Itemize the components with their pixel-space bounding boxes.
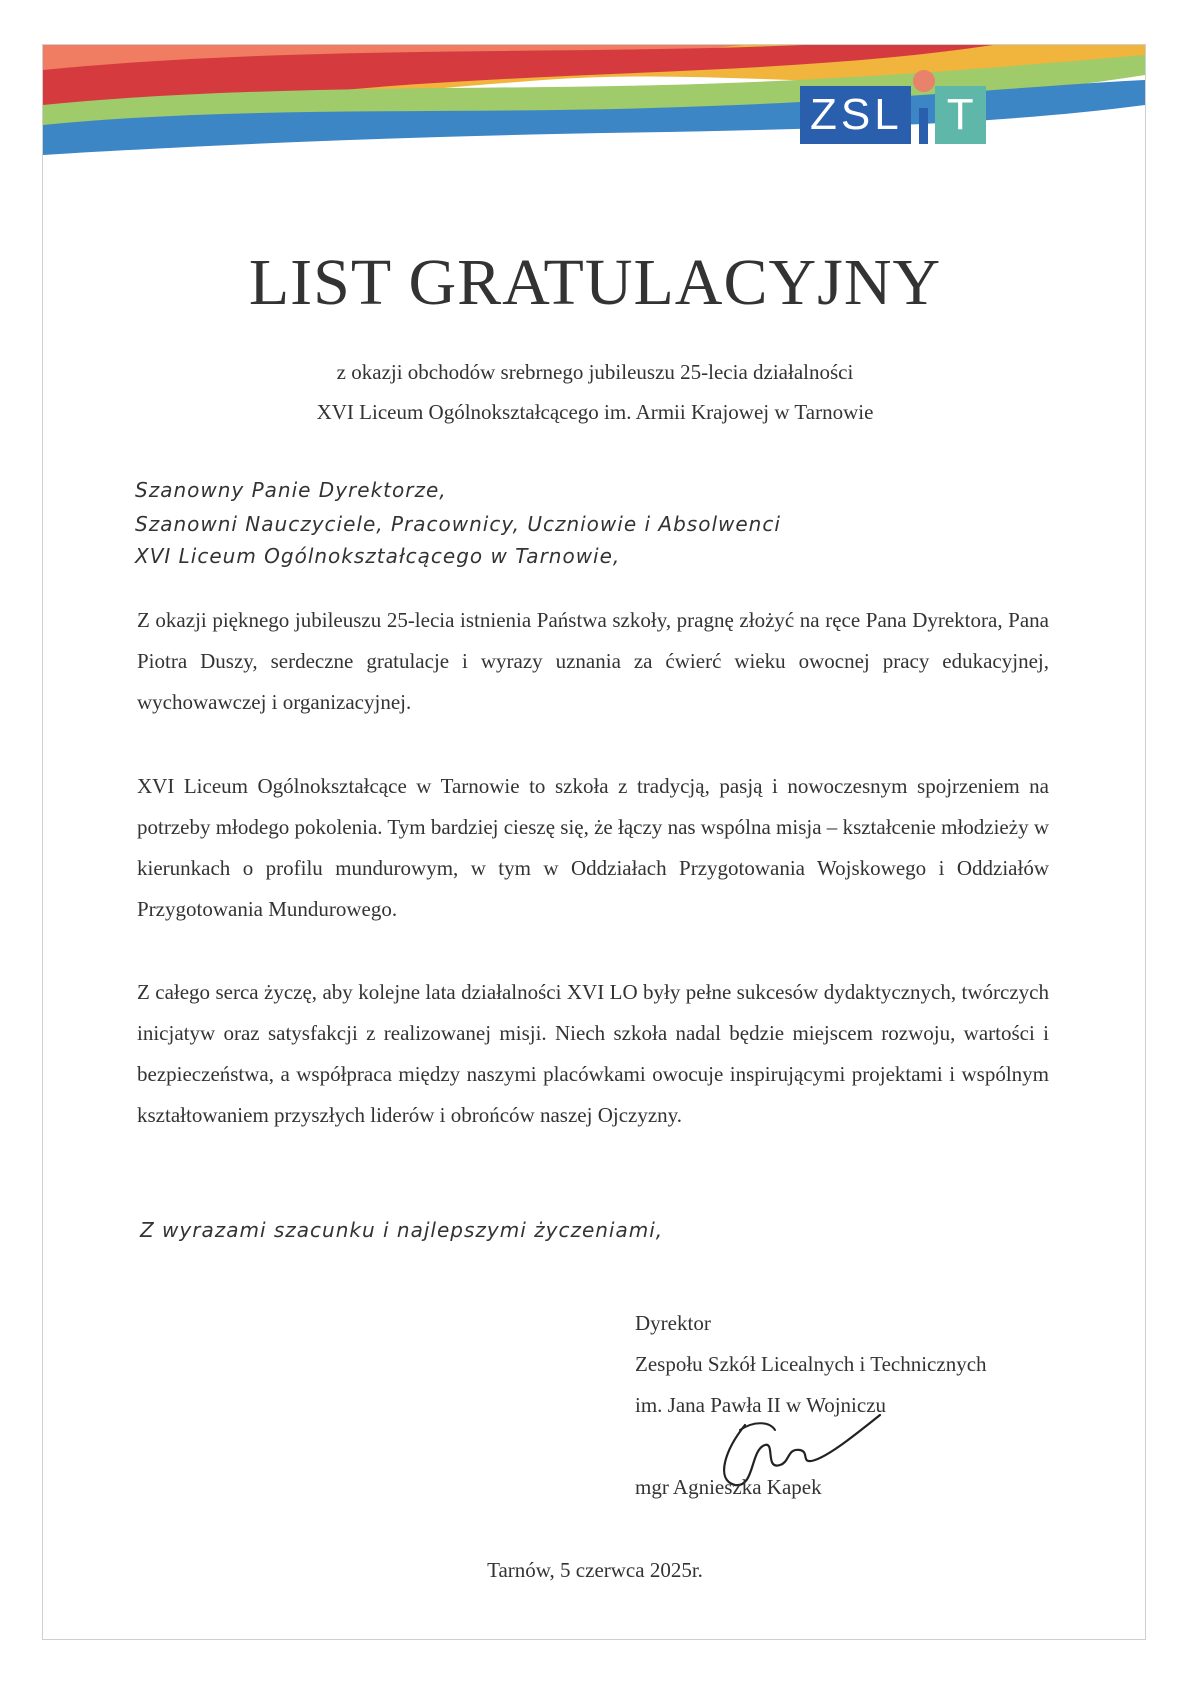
signatory-title: Dyrektor	[635, 1311, 711, 1335]
salutation-line-1: Szanowny Panie Dyrektorze,	[135, 478, 447, 502]
zslit-logo	[800, 86, 986, 144]
subtitle-line-2: XVI Liceum Ogólnokształcącego im. Armii Krajowej w Tarnowie	[316, 400, 874, 424]
signatory-institution: Zespołu Szkół Licealnych i Technicznych	[635, 1352, 987, 1376]
salutation-line-2: Szanowni Nauczyciele, Pracownicy, Uczniowie i Absolwenci	[135, 512, 781, 536]
salutation-line-3: XVI Liceum Ogólnokształcącego w Tarnowie,	[135, 544, 621, 568]
body-paragraph-3: Z całego serca życzę, aby kolejne lata działalności XVI LO były pełne sukcesów dydaktycznych, twórczych inicjatyw oraz satysfakcji z realizowanej misji. Niech szkoła nadal będzie miejscem rozwoju, wartości i bezpieczeństwa, a współpraca między naszymi placówkami owocuje inspirującymi projektami i wspólnym kształtowaniem przyszłych liderów i obrońców naszej Ojczyzny.	[137, 980, 1049, 1127]
signatory-name: mgr Agnieszka Kapek	[635, 1475, 822, 1499]
signatory-institution-name: im. Jana Pawła II w Wojniczu	[635, 1393, 887, 1417]
subtitle-line-1: z okazji obchodów srebrnego jubileuszu 25-lecia działalności	[336, 360, 854, 384]
logo-i-mark	[911, 86, 935, 144]
logo-text-right: T	[935, 86, 986, 144]
logo-text-left: ZSL	[800, 86, 911, 144]
closing-greeting: Z wyrazami szacunku i najlepszymi życzeniami,	[140, 1218, 664, 1242]
letter-title: LIST GRATULACYJNY	[248, 246, 942, 319]
body-paragraph-1: Z okazji pięknego jubileuszu 25-lecia istnienia Państwa szkoły, pragnę złożyć na ręce Pana Dyrektora, Pana Piotra Duszy, serdeczne gratulacje i wyrazy uznania za ćwierć wieku owocnej pracy edukacyjnej, wychowawczej i organizacyjnej.	[137, 608, 1049, 714]
letter-date: Tarnów, 5 czerwca 2025r.	[487, 1558, 703, 1582]
body-paragraph-2: XVI Liceum Ogólnokształcące w Tarnowie to szkoła z tradycją, pasją i nowoczesnym spojrzeniem na potrzeby młodego pokolenia. Tym bardziej cieszę się, że łączy nas wspólna misja – kształcenie młodzieży w kierunkach o profilu mundurowym, w tym w Oddziałach Przygotowania Wojskowego i Oddziałów Przygotowania Mundurowego.	[137, 774, 1049, 921]
